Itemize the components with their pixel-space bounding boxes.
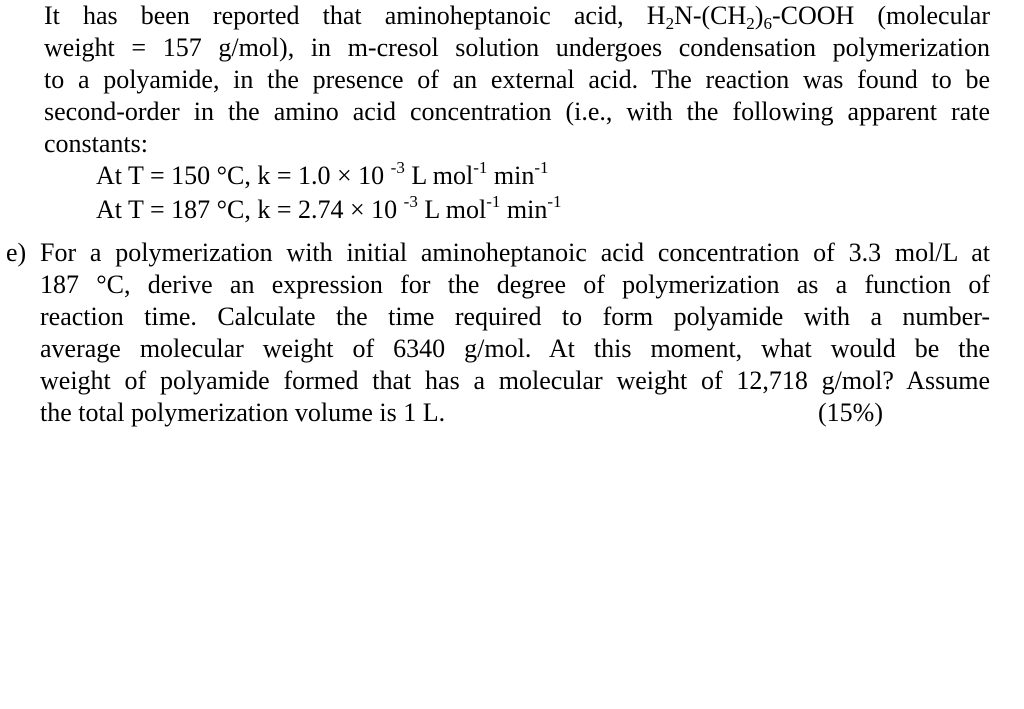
question-line-4: average molecular weight of 6340 g/mol. At this moment, what would be the [40,334,990,363]
question-line-5: weight of polyamide formed that has a molecular weight of 12,718 g/mol? Assume [40,366,990,395]
intro-line-2: weight = 157 g/mol), in m-cresol solution undergoes condensation polymerization [44,33,990,62]
rate-constant-150c: At T = 150 °C, k = 1.0 × 10 $^{-3}$ L mol$^{-1}$ $\min^{-1}$ [96,158,549,190]
question-line-6: the total polymerization volume is 1 L. (15%) [40,398,883,427]
question-body [40,237,990,429]
question-line-1: For a polymerization with initial aminoheptanoic acid concentration of 3.3 mol/L at [40,238,990,267]
points-label: (15%) [818,398,883,427]
question-label: e) [6,238,27,267]
intro-line-1: It has been reported that aminoheptanoic acid, $H_2N-(CH_2)_6$-COOH (molecular [44,1,990,33]
intro-line-3: to a polyamide, in the presence of an external acid. The reaction was found to be [44,65,990,94]
rate-constant-187c: At T = 187 °C, k = 2.74 × 10 $^{-3}$ L mol$^{-1}$ $\min^{-1}$ [96,192,562,224]
intro-line-4: second-order in the amino acid concentration (i.e., with the following apparent rate [44,97,990,126]
intro-paragraph [44,0,990,160]
intro-line-5: constants: [44,129,148,158]
question-line-2: 187 °C, derive an expression for the degree of polymerization as a function of [40,270,990,299]
question-line-3: reaction time. Calculate the time required to form polyamide with a number- [40,302,990,331]
